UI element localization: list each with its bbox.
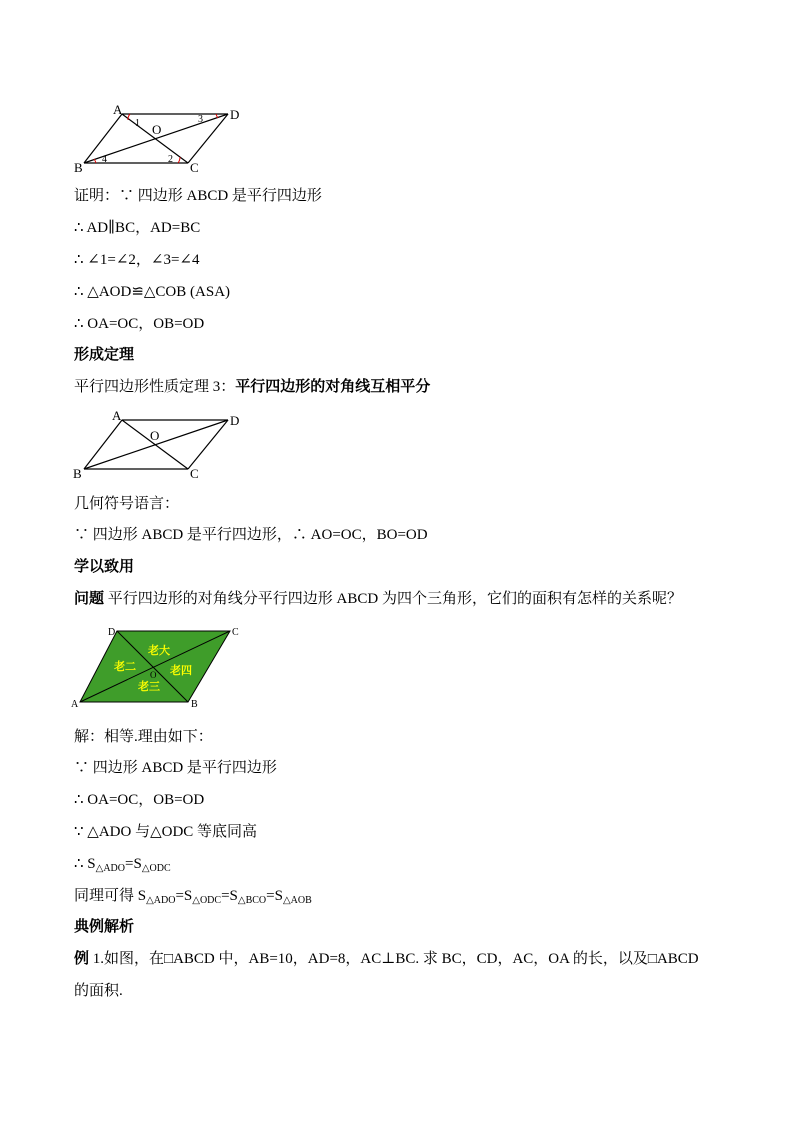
section-heading-theorem: 形成定理: [74, 347, 135, 363]
symbolic-language-title: 几何符号语言：: [74, 496, 180, 512]
example-line-1: [74, 949, 699, 969]
label-d: D: [230, 107, 240, 122]
solution-line-5: [74, 886, 312, 906]
proof-line-3: ∴ ∠1=∠2，∠3=∠4: [74, 252, 200, 268]
equals-s: =S: [175, 888, 193, 904]
green-parallelogram-figure: [70, 622, 250, 712]
angle-2-label: 2: [168, 154, 173, 165]
area-subscript: △ADO: [146, 895, 176, 906]
triangle-label-left: 老二: [114, 661, 136, 673]
label-a: A: [113, 102, 123, 117]
solution-line-3: ∵ △ADO 与△ODC 等底同高: [74, 824, 258, 840]
theorem-prefix: 平行四边形性质定理 3：: [74, 379, 236, 395]
label-b: B: [74, 160, 83, 175]
label-d: D: [108, 627, 116, 638]
section-heading-example: 典例解析: [74, 919, 135, 935]
example-text: 1.如图，在□ABCD 中，AB=10，AD=8，AC⊥BC. 求 BC，CD，AC，OA 的长，以及□ABCD: [89, 951, 699, 967]
angle-4-label: 4: [102, 154, 107, 165]
theorem-text: 平行四边形的对角线互相平分: [235, 379, 431, 395]
solution-line-2: ∴ OA=OC，OB=OD: [74, 792, 205, 808]
label-b: B: [73, 466, 82, 481]
angle-3-label: 3: [198, 114, 203, 125]
label-c: C: [232, 627, 239, 638]
area-subscript: △AOB: [282, 895, 312, 906]
example-label: 例: [74, 951, 90, 967]
area-subscript: △ODC: [192, 895, 222, 906]
triangle-label-bottom: 老三: [138, 681, 160, 693]
question-label: 问题: [74, 591, 105, 607]
side-ab: [84, 420, 122, 469]
label-d: D: [230, 413, 240, 428]
question-text: 平行四边形的对角线分平行四边形 ABCD 为四个三角形，它们的面积有怎样的关系呢？: [104, 591, 682, 607]
area-subscript: △ODC: [141, 863, 171, 874]
area-subscript: △BCO: [237, 895, 267, 906]
solution-intro: 解：相等.理由如下：: [74, 729, 213, 745]
label-c: C: [190, 160, 199, 175]
section-heading-apply: 学以致用: [74, 559, 135, 575]
triangle-label-right: 老四: [170, 665, 192, 677]
label-c: C: [190, 466, 199, 481]
proof-line-2: ∴ AD∥BC，AD=BC: [74, 220, 201, 236]
area-s: ∴ S: [74, 856, 96, 872]
solution-line-1: ∵ 四边形 ABCD 是平行四边形: [74, 760, 277, 776]
equals-s: =S: [221, 888, 238, 904]
proof-line-5: ∴ OA=OC，OB=OD: [74, 316, 205, 332]
similarly-text: 同理可得 S: [74, 888, 147, 904]
label-a: A: [112, 408, 122, 423]
label-a: A: [71, 699, 79, 710]
equals-s: =S: [125, 856, 142, 872]
label-o: O: [150, 670, 157, 680]
label-o: O: [152, 122, 162, 137]
equals-s: =S: [266, 888, 283, 904]
question-line: [74, 589, 682, 609]
theorem-statement: [74, 377, 430, 397]
label-b: B: [191, 699, 198, 710]
parallelogram-figure-angles: [70, 100, 250, 175]
solution-line-4: [74, 854, 171, 874]
area-subscript: △ADO: [95, 863, 125, 874]
angle-1-label: 1: [135, 118, 140, 129]
proof-line-4: ∴ △AOD≌△COB (ASA): [74, 284, 231, 300]
label-o: O: [150, 428, 160, 443]
triangle-label-top: 老大: [148, 645, 170, 657]
example-line-2: 的面积.: [74, 983, 123, 999]
symbolic-language-line: ∵ 四边形 ABCD 是平行四边形，∴ AO=OC，BO=OD: [74, 527, 428, 543]
parallelogram-figure-diagonals: [70, 406, 250, 481]
proof-line-1: 证明：∵ 四边形 ABCD 是平行四边形: [74, 188, 322, 204]
